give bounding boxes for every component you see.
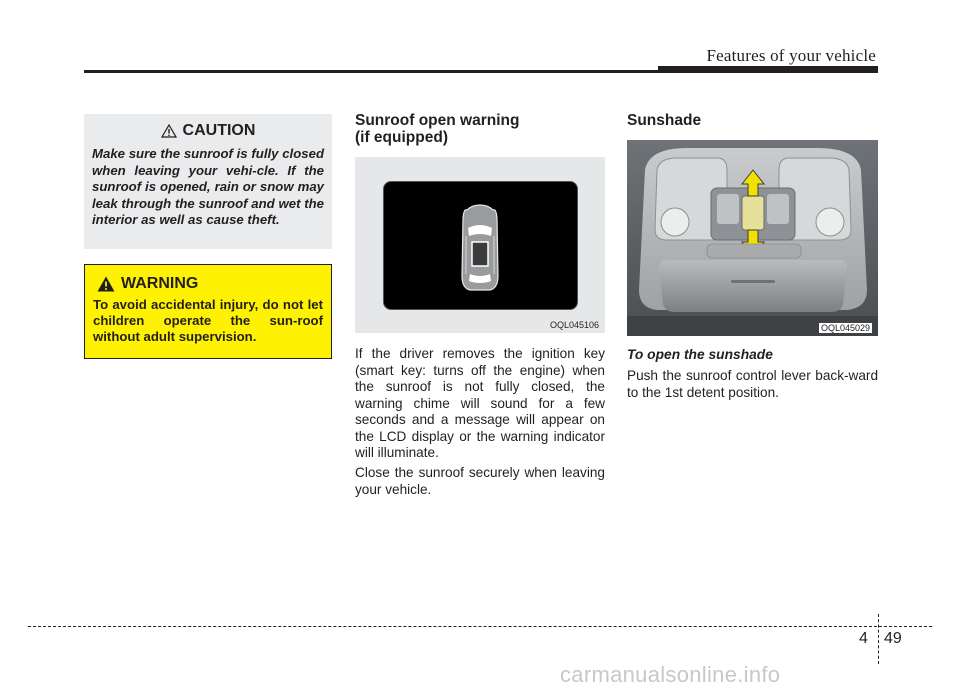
sunshade-title: Sunshade bbox=[627, 112, 702, 129]
caution-text: Make sure the sunroof is fully closed when leaving your vehi-cle. If the sunroof is opened, rain or snow may leak through the sunroof and wet the interior as well as cause theft. bbox=[92, 146, 324, 227]
warning-triangle-outline-icon bbox=[161, 124, 177, 138]
figure-code: OQL045029 bbox=[820, 323, 870, 333]
figure-code: OQL045106 bbox=[549, 320, 599, 330]
lcd-warning-figure bbox=[355, 157, 605, 333]
car-sunroof-open-icon bbox=[384, 182, 577, 309]
overhead-console-photo bbox=[627, 140, 878, 336]
sunroof-warning-title-line1: Sunroof open warning bbox=[355, 112, 520, 129]
sunroof-warning-title bbox=[355, 112, 519, 146]
warning-label: WARNING bbox=[121, 275, 199, 292]
sunroof-warning-paragraph-2: Close the sunroof securely when leaving your vehicle. bbox=[355, 465, 605, 497]
sunroof-warning-paragraph-1: If the driver removes the ignition key (smart key: turns off the engine) when the sunroof is not fully closed, the warning chime will sound for a few seconds and a message will appear on the LCD display or the warning indicator will illuminate. bbox=[355, 346, 605, 460]
chapter-number: 4 bbox=[859, 630, 868, 647]
watermark: carmanualsonline.info bbox=[560, 662, 781, 687]
caution-label: CAUTION bbox=[182, 122, 256, 139]
warning-triangle-filled-icon bbox=[97, 276, 115, 292]
warning-heading bbox=[97, 275, 323, 293]
overhead-console-image bbox=[627, 140, 878, 336]
header-title: Features of your vehicle bbox=[706, 46, 876, 65]
sunshade-paragraph: Push the sunroof control lever back-ward to the 1st detent position. bbox=[627, 368, 878, 400]
lcd-display bbox=[383, 181, 578, 310]
sunshade-subheading: To open the sunshade bbox=[627, 347, 773, 362]
page-number: 49 bbox=[884, 630, 902, 647]
header-rule-accent bbox=[658, 66, 878, 72]
caution-heading bbox=[92, 122, 324, 140]
warning-text: To avoid accidental injury, do not let children operate the sun-roof without adult supervision. bbox=[93, 297, 323, 344]
caution-box bbox=[84, 114, 332, 249]
sunroof-warning-title-line2: (if equipped) bbox=[355, 129, 448, 146]
footer-divider bbox=[878, 614, 879, 664]
footer-rule bbox=[28, 626, 932, 627]
warning-box bbox=[84, 264, 332, 359]
